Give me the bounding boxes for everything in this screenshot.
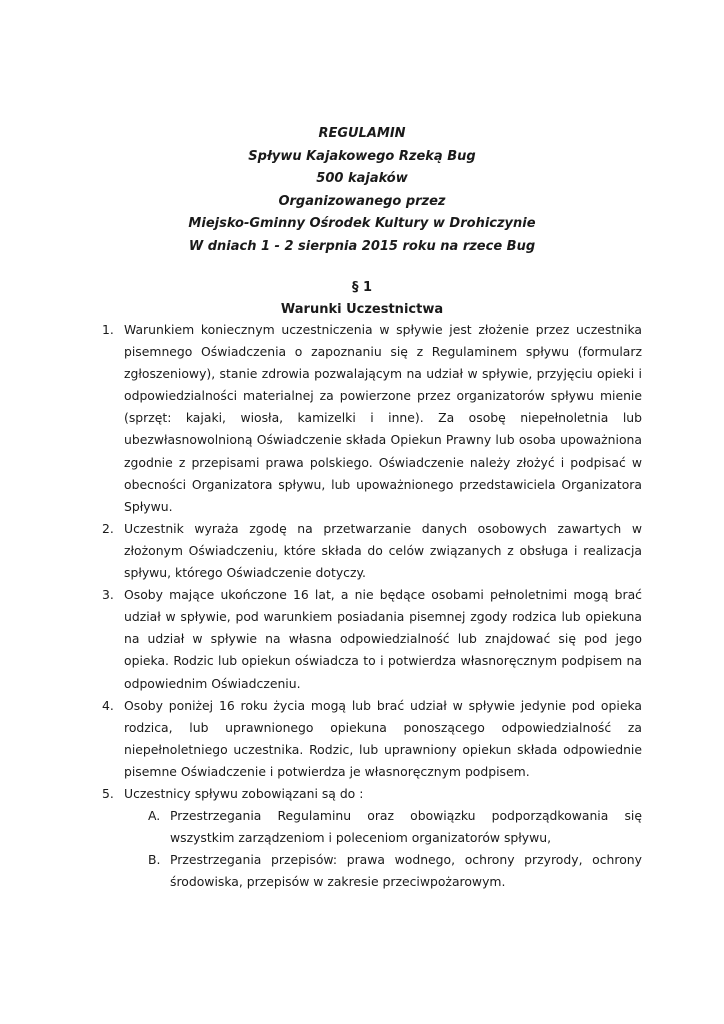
sublist-item-letter: B. — [148, 852, 161, 868]
list-item-number: 5. — [102, 785, 114, 801]
header-organizer: Miejsko-Gminny Ośrodek Kultury w Drohiczynie — [188, 216, 536, 231]
obligations-sublist — [102, 805, 642, 893]
document-body — [102, 319, 642, 893]
list-item — [102, 319, 642, 518]
list-item-number: 4. — [102, 697, 114, 713]
header-organized-by: Organizowanego przez — [278, 193, 446, 209]
list-item — [102, 695, 642, 783]
sublist-item-letter: A. — [148, 808, 161, 824]
header-kayak-count: 500 kajaków — [316, 171, 408, 186]
header-dates: W dniach 1 - 2 sierpnia 2015 roku na rzece Bug — [188, 238, 536, 254]
list-item-text: Osoby mające ukończone 16 lat, a nie będące osobami pełnoletnimi mogą brać udział w spływie, pod warunkiem posiadania pisemnej zgody rodzica lub opiekuna na udział w spływie na własna odpowiedzialność lub znajdować się pod jego opieka. Rodzic lub opiekun oświadcza to i potwierdza własnoręcznym podpisem na odpowiednim Oświadczeniu. — [124, 587, 642, 691]
sublist-item — [148, 805, 642, 849]
list-item — [102, 783, 642, 805]
document-header — [0, 123, 724, 258]
list-item-number: 2. — [102, 520, 114, 536]
section-title: Warunki Uczestnictwa — [280, 302, 444, 317]
list-item — [102, 584, 642, 694]
section-symbol: § 1 — [351, 280, 373, 295]
section-heading — [0, 277, 724, 321]
document-title: REGULAMIN — [318, 126, 406, 141]
conditions-list — [102, 319, 642, 805]
list-item-text: Uczestnik wyraża zgodę na przetwarzanie danych osobowych zawartych w złożonym Oświadczeniu, które składa do celów związanych z obsługa i realizacja spływu, którego Oświadczenie dotyczy. — [124, 520, 642, 581]
list-item-text: Osoby poniżej 16 roku życia mogą lub brać udział w spływie jedynie pod opieka rodzica, lub uprawnionego opiekuna ponoszącego odpowiedzialność za niepełnoletniego uczestnika. Rodzic, lub uprawniony opiekun składa odpowiednie pisemne Oświadczenie i potwierdza je własnoręcznym podpisem. — [124, 697, 642, 779]
list-item — [102, 518, 642, 584]
list-item-number: 1. — [102, 322, 114, 337]
list-item-text: Warunkiem koniecznym uczestniczenia w spływie jest złożenie przez uczestnika pisemnego Oświadczenia o zapoznaniu się z Regulaminem spływu (formularz zgłoszeniowy), stanie zdrowia pozwalającym na udział w spływie, przyjęciu opieki i odpowiedzialności materialnej za powierzone przez organizatorów spływu mienie (sprzęt: kajaki, wiosła, kamizelki i inne). Za osobę niepełnoletnia lub ubezwłasnowolnioną Oświadczenie składa Opiekun Prawny lub osoba upoważniona zgodnie z przepisami prawa polskiego. Oświadczenie należy złożyć i podpisać w obecności Organizatora spływu, lub upoważnionego przedstawiciela Organizatora Spływu. — [124, 322, 642, 514]
sublist-item — [148, 849, 642, 893]
list-item-text: Uczestnicy spływu zobowiązani są do : — [124, 785, 364, 801]
list-item-number: 3. — [102, 587, 114, 603]
sublist-item-text: Przestrzegania Regulaminu oraz obowiązku podporządkowania się wszystkim zarządzeniom i poleceniom organizatorów spływu, — [170, 808, 642, 846]
header-subtitle: Spływu Kajakowego Rzeką Bug — [248, 148, 476, 164]
sublist-item-text: Przestrzegania przepisów: prawa wodnego, ochrony przyrody, ochrony środowiska, przepisów w zakresie przeciwpożarowym. — [170, 852, 642, 890]
